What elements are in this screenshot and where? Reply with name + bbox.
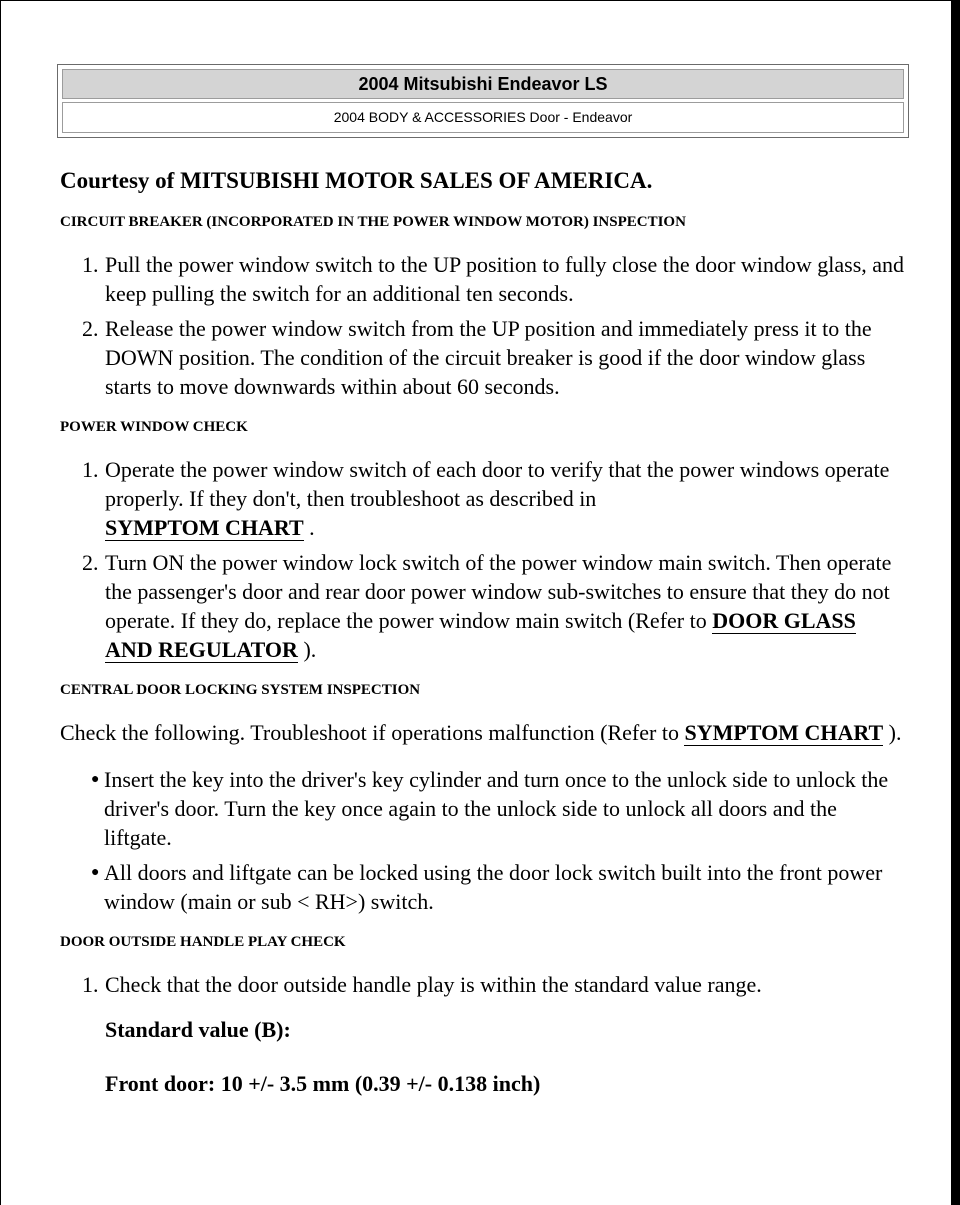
intro-text: Check the following. Troubleshoot if operations malfunction (Refer to: [60, 720, 679, 745]
list-item: [104, 548, 905, 664]
link-door-glass-regulator[interactable]: DOOR GLASS AND REGULATOR: [105, 608, 856, 662]
bullet-icon: ●: [91, 772, 100, 787]
list-item: [91, 858, 905, 916]
heading-circuit-breaker: CIRCUIT BREAKER (INCORPORATED IN THE POWER WINDOW MOTOR) INSPECTION: [60, 214, 686, 230]
standard-value-label: Standard value (B):: [105, 1017, 291, 1042]
page-border-left: [0, 0, 1, 1205]
list-item: [104, 455, 905, 542]
central-locking-intro: [60, 718, 905, 747]
list-item: 2. Release the power window switch from the UP position and immediately press it to the DOWN position. The condition of the circuit breaker is good if the door window glass starts to move downwards within about 60 seconds.: [104, 314, 905, 401]
link-symptom-chart-2[interactable]: SYMPTOM CHART: [684, 720, 884, 745]
list-item: [104, 970, 905, 1098]
courtesy-line: Courtesy of MITSUBISHI MOTOR SALES OF AMERICA.: [60, 168, 653, 193]
bullet-text: All doors and liftgate can be locked using the door lock switch built into the front power window (main or sub < RH>) switch.: [104, 860, 883, 914]
central-locking-bullets: [60, 765, 905, 916]
list-item: 1. Pull the power window switch to the UP position to fully close the door window glass, and keep pulling the switch for an additional ten seconds.: [104, 250, 905, 308]
power-window-steps: [60, 455, 905, 664]
outside-handle-steps: [60, 970, 905, 1098]
heading-outside-handle: DOOR OUTSIDE HANDLE PLAY CHECK: [60, 934, 346, 950]
step-text: Turn ON the power window lock switch of the power window main switch. Then operate the passenger's door and rear door power window sub-switches to ensure that they do not operate. If they do, replace the power window main switch (Refer to: [105, 550, 892, 633]
header-title: 2004 Mitsubishi Endeavor LS: [62, 69, 904, 99]
document-header: [57, 64, 909, 138]
page-border-right: [951, 0, 960, 1205]
link-symptom-chart[interactable]: SYMPTOM CHART: [105, 515, 304, 540]
step-text: Check that the door outside handle play is within the standard value range.: [105, 972, 762, 997]
front-door-spec: Front door: 10 +/- 3.5 mm (0.39 +/- 0.138 inch): [105, 1071, 541, 1096]
heading-power-window: POWER WINDOW CHECK: [60, 419, 248, 435]
step-text: Operate the power window switch of each door to verify that the power windows operate properly. If they don't, then troubleshoot as described in: [105, 457, 890, 511]
document-body: [60, 168, 905, 1116]
heading-central-locking: CENTRAL DOOR LOCKING SYSTEM INSPECTION: [60, 682, 421, 698]
list-item: [91, 765, 905, 852]
circuit-breaker-steps: [60, 250, 905, 401]
page-border-top: [0, 0, 960, 1]
step-tail: ).: [303, 637, 317, 662]
bullet-text: Insert the key into the driver's key cylinder and turn once to the unlock side to unlock the driver's door. Turn the key once again to the unlock side to unlock all doors and the liftgate.: [104, 767, 889, 850]
intro-tail: ).: [888, 720, 902, 745]
header-subtitle: 2004 BODY & ACCESSORIES Door - Endeavor: [62, 102, 904, 133]
bullet-icon: ●: [91, 865, 100, 880]
step-tail: .: [309, 515, 315, 540]
